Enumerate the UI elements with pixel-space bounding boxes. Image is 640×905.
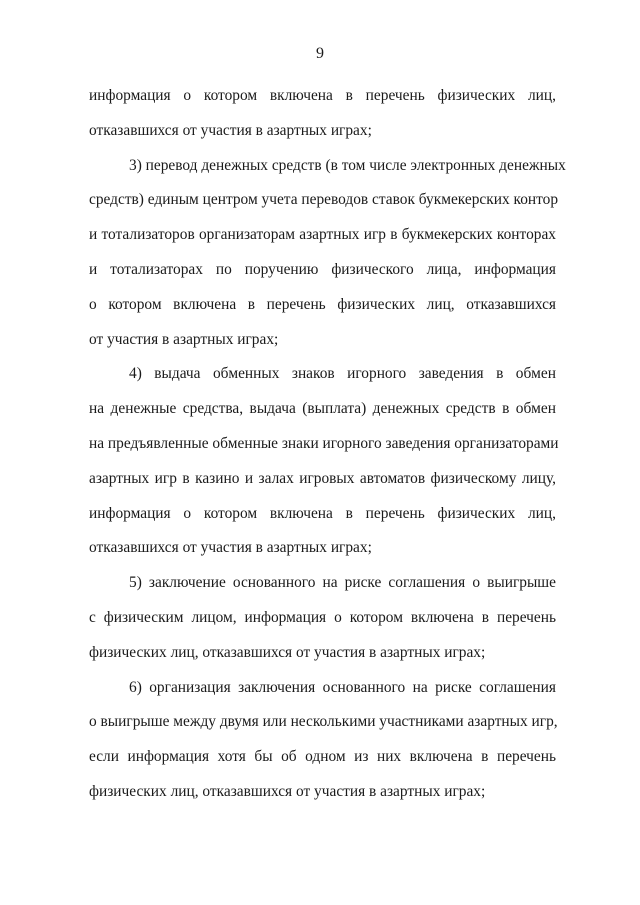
text-line: на предъявленные обменные знаки игорного заведения организаторами (89, 434, 559, 452)
text-line: о выигрыше между двумя или несколькими участниками азартных игр, (89, 713, 558, 731)
text-line: физических лиц, отказавшихся от участия в азартных играх; (89, 643, 486, 661)
paragraph-item-4 (89, 357, 559, 566)
text-line: от участия в азартных играх; (89, 330, 279, 348)
page-number: 9 (316, 45, 324, 62)
text-line: и тотализаторах по поручению физического лица, информация (89, 260, 556, 278)
text-line: 5) заключение основанного на риске соглашения о выигрыше (129, 574, 556, 592)
paragraph-item-6 (89, 671, 556, 810)
text-line: азартных игр в казино и залах игровых автоматов физическому лицу, (89, 469, 556, 487)
text-line: о котором включена в перечень физических лиц, отказавшихся (89, 295, 556, 313)
text-line: средств) единым центром учета переводов ставок букмекерских контор (89, 191, 559, 209)
text-line: если информация хотя бы об одном из них включена в перечень (89, 748, 556, 766)
text-line: с физическим лицом, информация о котором включена в перечень (89, 608, 556, 626)
document-body (89, 79, 566, 810)
text-line: информация о котором включена в перечень физических лиц, (89, 504, 556, 522)
text-line: физических лиц, отказавшихся от участия в азартных играх; (89, 782, 486, 800)
text-line: и тотализаторов организаторам азартных игр в букмекерских конторах (89, 226, 556, 244)
text-line: информация о котором включена в перечень физических лиц, (89, 87, 556, 104)
paragraph-item-3 (89, 149, 566, 358)
text-line: 4) выдача обменных знаков игорного заведения в обмен (129, 365, 556, 383)
text-line: 6) организация заключения основанного на риске соглашения (129, 678, 556, 696)
text-line: на денежные средства, выдача (выплата) денежных средств в обмен (89, 400, 556, 418)
paragraph-continuation (89, 79, 556, 149)
paragraph-item-5 (89, 566, 556, 670)
text-line: отказавшихся от участия в азартных играх; (89, 539, 372, 557)
text-line: отказавшихся от участия в азартных играх; (89, 121, 372, 139)
text-line: 3) перевод денежных средств (в том числе электронных денежных (129, 156, 566, 174)
